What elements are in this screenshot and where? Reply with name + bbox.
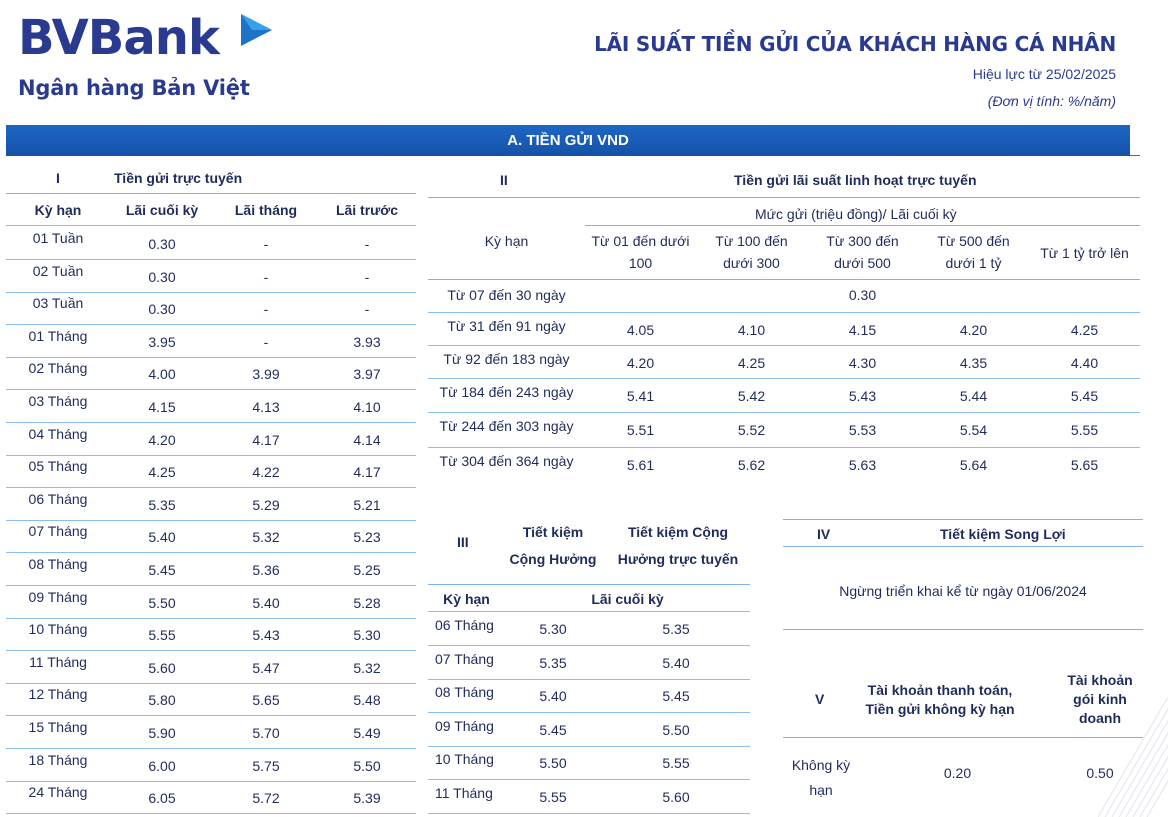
rate-cell: - — [263, 236, 269, 252]
rate-cell: 5.39 — [353, 790, 381, 806]
term-line: Không kỳ — [791, 757, 851, 773]
tier-line: dưới 300 — [723, 255, 780, 271]
section4-note: Ngừng triển khai kể từ ngày 01/06/2024 — [839, 583, 1087, 599]
rate-cell: 5.60 — [148, 660, 176, 676]
term-cell: 08 Tháng — [28, 556, 88, 572]
table-row — [428, 713, 750, 747]
col-header-term: Kỳ hạn — [443, 591, 490, 607]
rate-cell: 4.25 — [148, 464, 176, 480]
rate-cell: 5.45 — [1070, 388, 1099, 404]
rate-cell: 5.35 — [148, 497, 176, 513]
tier-line: 100 — [628, 255, 653, 271]
rate-cell: 3.93 — [353, 334, 381, 350]
term-cell: Từ 304 đến 364 ngày — [439, 453, 574, 469]
term-line: hạn — [809, 782, 833, 798]
term-cell: 07 Tháng — [435, 651, 494, 667]
table-row — [428, 679, 750, 713]
rate-cell: 5.72 — [252, 790, 280, 806]
rate-cell: 5.40 — [539, 688, 567, 704]
row-line — [6, 225, 416, 226]
term-cell: 01 Tuần — [32, 230, 84, 246]
rate-cell: 3.97 — [353, 366, 381, 382]
rate-cell: 5.62 — [737, 457, 766, 473]
rate-cell: 4.10 — [737, 322, 766, 338]
section4-number: IV — [817, 526, 831, 542]
tier-line: Từ 1 tỷ trở lên — [1040, 245, 1129, 261]
rate-cell: 5.40 — [148, 529, 176, 545]
rate-cell: 5.75 — [252, 758, 280, 774]
section1-divider — [6, 193, 416, 194]
term-cell: 04 Tháng — [28, 426, 88, 442]
rate-cell: 5.45 — [148, 562, 176, 578]
rate-cell: 5.50 — [539, 755, 567, 771]
term-cell: Từ 07 đến 30 ngày — [447, 287, 566, 303]
rate-cell: 5.55 — [662, 755, 690, 771]
table-row — [6, 325, 416, 358]
rate-cell: 5.40 — [252, 595, 280, 611]
section5-divider — [783, 737, 1143, 738]
rate-cell: 4.20 — [148, 432, 176, 448]
table-row — [428, 612, 750, 646]
term-cell: 06 Tháng — [435, 617, 494, 633]
section1-header-row — [6, 196, 416, 226]
term-cell: 05 Tháng — [28, 458, 88, 474]
rate-cell: 4.00 — [148, 366, 176, 382]
tier-line: Từ 300 đến — [826, 233, 899, 249]
rate-cell: - — [364, 269, 370, 285]
rate-cell: 5.43 — [848, 388, 877, 404]
term-cell: 11 Tháng — [435, 785, 493, 801]
table-row — [6, 390, 416, 423]
rate-cell: 4.30 — [848, 355, 877, 371]
table-row — [6, 683, 416, 716]
rate-cell: 5.30 — [539, 621, 567, 637]
row-line — [6, 813, 416, 814]
col-header-end-rate: Lãi cuối kỳ — [591, 591, 664, 607]
tier-header — [696, 230, 807, 274]
tier-header — [918, 230, 1029, 274]
rate-cell: 4.22 — [252, 464, 280, 480]
rate-cell: 5.70 — [252, 725, 280, 741]
rate-cell: 4.35 — [959, 355, 988, 371]
rate-cell: 4.10 — [353, 399, 381, 415]
rate-cell: 0.30 — [148, 236, 176, 252]
banner-divider — [1130, 155, 1140, 156]
rate-cell: 5.53 — [848, 422, 877, 438]
rate-cell: 4.25 — [1070, 322, 1099, 338]
term-cell: 15 Tháng — [28, 719, 88, 735]
rate-cell: 5.35 — [662, 621, 690, 637]
tier-header — [1029, 242, 1140, 264]
rate-cell: 5.23 — [353, 529, 381, 545]
rate-cell: 4.17 — [252, 432, 280, 448]
rate-cell: 5.40 — [662, 655, 690, 671]
rate-cell: 0.30 — [848, 287, 877, 303]
rate-cell: 5.51 — [626, 422, 655, 438]
section5-col1-title — [850, 681, 1030, 719]
term-cell: 02 Tháng — [28, 360, 88, 376]
rate-cell: 5.54 — [959, 422, 988, 438]
rate-cell: 5.90 — [148, 725, 176, 741]
rate-cell: 5.35 — [539, 655, 567, 671]
table-row — [6, 357, 416, 390]
col-header-monthly-rate: Lãi tháng — [234, 202, 298, 218]
term-cell: 01 Tháng — [28, 328, 88, 344]
col-header-term: Kỳ hạn — [34, 202, 82, 218]
section5-rate-1: 0.20 — [943, 765, 972, 781]
rate-cell: 5.63 — [848, 457, 877, 473]
table-row — [428, 379, 1140, 413]
rate-cell: 5.45 — [539, 722, 567, 738]
tier-line: Từ 100 đến — [715, 233, 788, 249]
rate-cell: 4.14 — [353, 432, 381, 448]
rate-cell: 5.47 — [252, 660, 280, 676]
rate-cell: 5.61 — [626, 457, 655, 473]
section2-subheader-line — [585, 225, 1140, 226]
table-row — [6, 227, 416, 260]
table-row — [428, 780, 750, 814]
table-row — [6, 586, 416, 619]
col-header-end-rate: Lãi cuối kỳ — [125, 202, 199, 218]
rate-cell: 5.32 — [353, 660, 381, 676]
rate-cell: 4.13 — [252, 399, 280, 415]
rate-cell: 5.43 — [252, 627, 280, 643]
title-line: Tài khoản — [1067, 672, 1133, 688]
section5-term — [783, 753, 859, 803]
rate-cell: 5.49 — [353, 725, 381, 741]
rate-cell: 4.40 — [1070, 355, 1099, 371]
rate-cell: 5.32 — [252, 529, 280, 545]
section2-first-row — [428, 280, 1140, 313]
brand-logo-text: BVBank — [18, 10, 219, 66]
effective-date: Hiệu lực từ 25/02/2025 — [972, 66, 1116, 82]
rate-cell: 4.15 — [148, 399, 176, 415]
term-cell: Từ 184 đến 243 ngày — [439, 384, 574, 400]
table-row — [6, 423, 416, 456]
term-cell: 12 Tháng — [28, 686, 88, 702]
table-row — [428, 646, 750, 680]
rate-cell: 5.50 — [353, 758, 381, 774]
decorative-stripes — [1098, 697, 1168, 817]
rate-cell: 5.42 — [737, 388, 766, 404]
term-cell: 10 Tháng — [435, 751, 494, 767]
tier-header — [807, 230, 918, 274]
rate-cell: - — [364, 236, 370, 252]
rate-cell: 5.41 — [626, 388, 655, 404]
rate-cell: 5.55 — [148, 627, 176, 643]
rate-cell: - — [263, 301, 269, 317]
section3-col1-title — [500, 519, 606, 573]
tier-line: Từ 01 đến dưới — [591, 233, 690, 249]
rate-cell: 5.52 — [737, 422, 766, 438]
rate-cell: 0.30 — [148, 301, 176, 317]
section3-col2-title — [606, 519, 750, 573]
term-cell: 10 Tháng — [28, 621, 88, 637]
rate-cell: 5.50 — [148, 595, 176, 611]
rate-cell: 5.25 — [353, 562, 381, 578]
rate-cell: 4.05 — [626, 322, 655, 338]
table-row — [6, 749, 416, 782]
table-row — [6, 618, 416, 651]
rate-cell: 4.17 — [353, 464, 381, 480]
table-row — [6, 488, 416, 521]
term-cell: 09 Tháng — [28, 589, 88, 605]
rate-cell: 5.55 — [1070, 422, 1099, 438]
col-header-upfront-rate: Lãi trước — [335, 202, 399, 218]
table-row — [6, 716, 416, 749]
section2-divider — [428, 197, 1140, 198]
table-row — [428, 313, 1140, 346]
rate-cell: 5.64 — [959, 457, 988, 473]
table-row — [6, 553, 416, 586]
tier-line: dưới 500 — [834, 255, 891, 271]
term-cell: 02 Tuần — [32, 263, 84, 279]
term-cell: Từ 31 đến 91 ngày — [447, 318, 566, 334]
section2-title: Tiền gửi lãi suất linh hoạt trực tuyến — [734, 172, 977, 188]
section4-title: Tiết kiệm Song Lợi — [940, 526, 1066, 542]
rate-cell: 5.65 — [252, 692, 280, 708]
table-row — [6, 781, 416, 814]
term-cell: 03 Tuần — [32, 295, 84, 311]
rate-cell: 5.60 — [662, 789, 690, 805]
rate-cell: 6.00 — [148, 758, 176, 774]
term-cell: 07 Tháng — [28, 523, 88, 539]
table-row — [6, 520, 416, 553]
rate-cell: 5.30 — [353, 627, 381, 643]
rate-cell: - — [364, 301, 370, 317]
term-cell: Từ 244 đến 303 ngày — [439, 418, 574, 434]
term-cell: 06 Tháng — [28, 491, 88, 507]
rate-cell: 5.28 — [353, 595, 381, 611]
tier-line: dưới 1 tỷ — [945, 255, 1002, 271]
table-row — [6, 260, 416, 293]
section4-divider — [783, 546, 1143, 547]
term-cell: 08 Tháng — [435, 684, 494, 700]
page-title: LÃI SUẤT TIỀN GỬI CỦA KHÁCH HÀNG CÁ NHÂN — [594, 32, 1116, 56]
rate-cell: 4.20 — [959, 322, 988, 338]
table-row — [6, 455, 416, 488]
term-cell: 24 Tháng — [28, 784, 88, 800]
brand-logo-icon — [238, 12, 274, 48]
rate-cell: 0.30 — [148, 269, 176, 285]
rate-cell: 5.50 — [662, 722, 690, 738]
rate-cell: 5.48 — [353, 692, 381, 708]
rate-cell: - — [263, 334, 269, 350]
table-row — [428, 413, 1140, 448]
table-row — [428, 448, 1140, 483]
rate-cell: 4.15 — [848, 322, 877, 338]
section2-number: II — [500, 172, 508, 188]
section4-top-line — [783, 519, 1143, 520]
section5-rate-2: 0.50 — [1086, 765, 1114, 781]
title-line: Tiết kiệm Cộng — [627, 524, 729, 540]
term-cell: 03 Tháng — [28, 393, 88, 409]
section2-subheader: Mức gửi (triệu đồng)/ Lãi cuối kỳ — [755, 206, 957, 222]
section5-number: V — [815, 691, 825, 707]
rate-cell: 4.20 — [626, 355, 655, 371]
title-line: Tài khoản thanh toán, — [867, 682, 1013, 698]
title-line: Tiền gửi không kỳ hạn — [865, 701, 1015, 717]
rate-cell: 5.21 — [353, 497, 381, 513]
rate-cell: 5.45 — [662, 688, 690, 704]
table-row — [428, 746, 750, 780]
term-cell: 11 Tháng — [29, 654, 87, 670]
section3-header-row — [428, 585, 750, 612]
term-cell: 18 Tháng — [28, 752, 88, 768]
rate-cell: - — [263, 269, 269, 285]
section2-term-header: Kỳ hạn — [484, 233, 529, 249]
section1-number: I — [56, 170, 60, 186]
rate-cell: 5.44 — [959, 388, 988, 404]
brand-subtitle: Ngân hàng Bản Việt — [18, 76, 250, 100]
term-cell: Từ 92 đến 183 ngày — [443, 351, 570, 367]
section1-title: Tiền gửi trực tuyến — [114, 170, 243, 186]
unit-note: (Đơn vị tính: %/năm) — [987, 93, 1116, 109]
table-row — [6, 651, 416, 684]
rate-cell: 4.25 — [737, 355, 766, 371]
title-line: Tiết kiệm — [522, 524, 584, 540]
title-line: Cộng Hưởng — [509, 551, 597, 567]
rate-cell: 5.29 — [252, 497, 280, 513]
table-row — [428, 346, 1140, 379]
section-banner: A. TIỀN GỬI VND — [6, 125, 1130, 156]
title-line: doanh — [1079, 710, 1121, 726]
section4-bottom-line — [783, 629, 1143, 630]
rate-cell: 5.80 — [148, 692, 176, 708]
tier-header — [585, 230, 696, 274]
rate-cell: 3.99 — [252, 366, 280, 382]
tier-line: Từ 500 đến — [937, 233, 1010, 249]
table-row — [6, 292, 416, 325]
rate-cell: 6.05 — [148, 790, 176, 806]
rate-cell: 5.55 — [539, 789, 567, 805]
rate-cell: 5.36 — [252, 562, 280, 578]
term-cell: 09 Tháng — [435, 718, 494, 734]
row-line — [428, 813, 750, 814]
section3-number: III — [457, 534, 469, 550]
title-line: gói kinh — [1073, 691, 1127, 707]
title-line: Hưởng trực tuyến — [617, 551, 739, 567]
rate-cell: 3.95 — [148, 334, 176, 350]
rate-cell: 5.65 — [1070, 457, 1099, 473]
